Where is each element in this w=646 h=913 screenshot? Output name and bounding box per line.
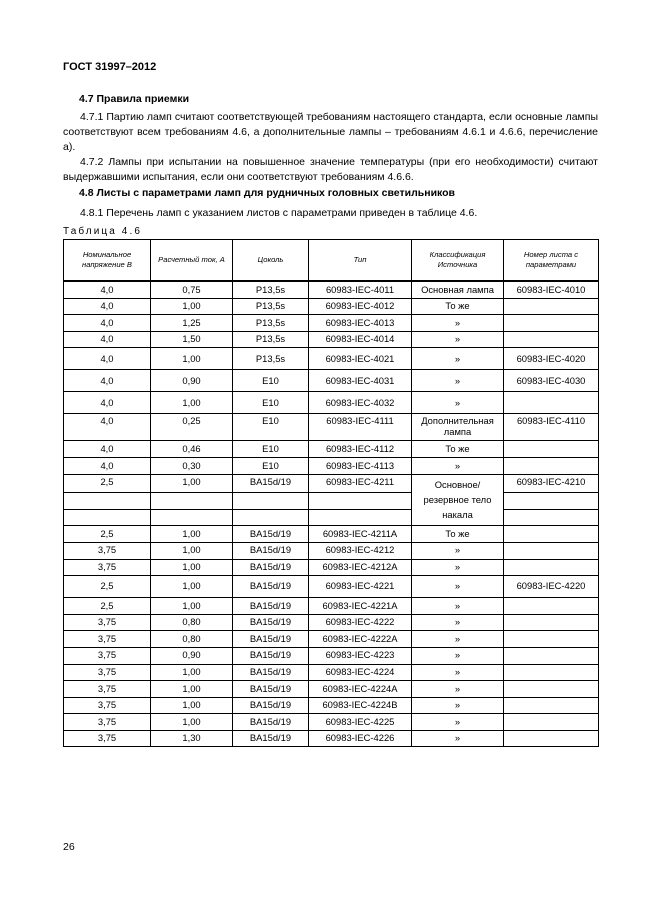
cell-current: 0,46 [151,441,233,458]
cell-sheet: 60983-IEC-4220 [504,576,599,598]
header-base: Цоколь [233,240,309,282]
table-row [64,474,599,493]
table-row [64,631,599,648]
table-row [64,681,599,698]
paragraph-4-7-1: 4.7.1 Партию ламп считают соответствующей требованиям настоящего стандарта, если основные лампы соответствуют всем требованиям 4.6, а дополнительные лампы – требованиям 4.6.1 и 4.6.6, перечисление а). [63,111,598,153]
cell-type: 60983-IEC-4212 [309,542,412,559]
cell-classification: » [412,457,504,474]
table-row [64,664,599,681]
cell-voltage: 4,0 [64,441,151,458]
table-row [64,526,599,543]
cell-current: 1,00 [151,298,233,315]
cell-current: 1,00 [151,681,233,698]
cell-classification: » [412,647,504,664]
cell-classification: » [412,348,504,370]
cell-current: 1,00 [151,559,233,576]
cell-empty [233,509,309,526]
cell-voltage: 4,0 [64,414,151,441]
table-row [64,315,599,332]
cell-base: BA15d/19 [233,697,309,714]
cell-type: 60983-IEC-4012 [309,298,412,315]
cell-base: E10 [233,392,309,414]
cell-classification: » [412,392,504,414]
cell-base: P13,5s [233,331,309,348]
cell-current: 1,00 [151,576,233,598]
cell-current: 0,80 [151,614,233,631]
table-row [64,392,599,414]
table-row [64,614,599,631]
cell-type: 60983-IEC-4211A [309,526,412,543]
cell-current: 1,30 [151,730,233,747]
cell-current: 1,00 [151,474,233,493]
cell-current: 1,50 [151,331,233,348]
cell-classification: » [412,542,504,559]
cell-type: 60983-IEC-4014 [309,331,412,348]
cell-base: P13,5s [233,281,309,298]
cell-current: 0,30 [151,457,233,474]
cell-sheet [504,647,599,664]
cell-classification: » [412,714,504,731]
cell-sheet [504,392,599,414]
cell-current: 1,00 [151,542,233,559]
cell-type: 60983-IEC-4221A [309,598,412,615]
cell-sheet [504,614,599,631]
cell-type: 60983-IEC-4224B [309,697,412,714]
cell-sheet: 60983-IEC-4110 [504,414,599,441]
cell-sheet [504,631,599,648]
table-row [64,647,599,664]
cell-voltage: 3,75 [64,559,151,576]
cell-type: 60983-IEC-4013 [309,315,412,332]
cell-type: 60983-IEC-4224 [309,664,412,681]
cell-base: BA15d/19 [233,664,309,681]
cell-base: BA15d/19 [233,526,309,543]
cell-classification: » [412,370,504,392]
cell-classification: » [412,614,504,631]
cell-current: 0,90 [151,370,233,392]
header-type: Тип [309,240,412,282]
cell-sheet [504,542,599,559]
cell-classification: Основная лампа [412,281,504,298]
cell-empty [504,509,599,526]
cell-classification: » [412,331,504,348]
cell-voltage: 2,5 [64,526,151,543]
cell-classification: » [412,681,504,698]
cell-type: 60983-IEC-4011 [309,281,412,298]
section-4-7-title: 4.7 Правила приемки [79,93,190,105]
cell-current: 0,90 [151,647,233,664]
cell-current: 0,80 [151,631,233,648]
cell-type: 60983-IEC-4224A [309,681,412,698]
table-row [64,348,599,370]
table-header-row [64,240,599,282]
cell-type: 60983-IEC-4021 [309,348,412,370]
table-row [64,559,599,576]
cell-empty [64,493,151,510]
cell-type: 60983-IEC-4222 [309,614,412,631]
cell-voltage: 3,75 [64,730,151,747]
cell-sheet [504,298,599,315]
cell-base: BA15d/19 [233,542,309,559]
cell-current: 1,00 [151,697,233,714]
cell-type: 60983-IEC-4222A [309,631,412,648]
cell-voltage: 3,75 [64,697,151,714]
cell-empty [233,493,309,510]
cell-current: 1,00 [151,714,233,731]
cell-type: 60983-IEC-4221 [309,576,412,598]
cell-base: BA15d/19 [233,631,309,648]
table-row-empty [64,493,599,510]
cell-voltage: 4,0 [64,392,151,414]
cell-base: E10 [233,441,309,458]
cell-voltage: 3,75 [64,714,151,731]
table-row [64,370,599,392]
cell-classification: » [412,631,504,648]
cell-sheet [504,598,599,615]
cell-type: 60983-IEC-4223 [309,647,412,664]
cell-classification: » [412,664,504,681]
standard-designation: ГОСТ 31997–2012 [63,61,157,73]
cell-classification: » [412,559,504,576]
cell-sheet: 60983-IEC-4010 [504,281,599,298]
header-voltage: Номинальное напряжение В [64,240,151,282]
cell-sheet: 60983-IEC-4210 [504,474,599,493]
cell-sheet: 60983-IEC-4030 [504,370,599,392]
cell-sheet [504,526,599,543]
cell-empty [309,493,412,510]
cell-type: 60983-IEC-4031 [309,370,412,392]
cell-current: 1,00 [151,664,233,681]
cell-voltage: 3,75 [64,681,151,698]
cell-current: 1,00 [151,348,233,370]
cell-empty [64,509,151,526]
table-row [64,298,599,315]
cell-empty [151,493,233,510]
cell-type: 60983-IEC-4113 [309,457,412,474]
cell-sheet [504,730,599,747]
table-row [64,331,599,348]
cell-sheet [504,315,599,332]
cell-current: 1,00 [151,526,233,543]
table-row [64,730,599,747]
cell-base: BA15d/19 [233,474,309,493]
cell-voltage: 2,5 [64,474,151,493]
cell-voltage: 3,75 [64,631,151,648]
table-row [64,714,599,731]
table-row [64,576,599,598]
cell-base: P13,5s [233,315,309,332]
cell-sheet [504,681,599,698]
cell-current: 1,25 [151,315,233,332]
cell-base: BA15d/19 [233,598,309,615]
cell-type: 60983-IEC-4211 [309,474,412,493]
cell-voltage: 2,5 [64,598,151,615]
cell-base: BA15d/19 [233,614,309,631]
cell-base: BA15d/19 [233,730,309,747]
table-row-empty [64,509,599,526]
page-number: 26 [63,841,75,853]
header-current: Расчетный ток, А [151,240,233,282]
cell-voltage: 4,0 [64,348,151,370]
cell-voltage: 4,0 [64,370,151,392]
cell-current: 1,00 [151,598,233,615]
table-row [64,457,599,474]
cell-empty [309,509,412,526]
cell-type: 60983-IEC-4112 [309,441,412,458]
cell-classification: Основное/ резервное тело накала [412,474,504,526]
cell-sheet [504,697,599,714]
table-row [64,542,599,559]
cell-current: 0,25 [151,414,233,441]
cell-current: 1,00 [151,392,233,414]
table-row [64,281,599,298]
cell-voltage: 3,75 [64,542,151,559]
cell-classification: » [412,315,504,332]
paragraph-4-8-1: 4.8.1 Перечень ламп с указанием листов с параметрами приведен в таблице 4.6. [80,207,478,219]
cell-sheet [504,559,599,576]
cell-voltage: 3,75 [64,647,151,664]
cell-empty [151,509,233,526]
table-row [64,598,599,615]
cell-sheet [504,441,599,458]
cell-voltage: 3,75 [64,614,151,631]
cell-sheet: 60983-IEC-4020 [504,348,599,370]
cell-empty [504,493,599,510]
cell-classification: » [412,697,504,714]
cell-base: BA15d/19 [233,647,309,664]
cell-base: E10 [233,457,309,474]
cell-classification: » [412,730,504,747]
cell-current: 0,75 [151,281,233,298]
cell-base: BA15d/19 [233,714,309,731]
cell-classification: Дополнительная лампа [412,414,504,441]
cell-classification: » [412,576,504,598]
cell-sheet [504,457,599,474]
section-4-8-title: 4.8 Листы с параметрами ламп для рудничных головных светильников [79,187,456,199]
lamp-parameters-table [63,239,599,747]
paragraph-4-7-2: 4.7.2 Лампы при испытании на повышенное значение температуры (при его необходимости) считают выдержавшими испытания, если они соответствуют требованиям 4.6.6. [63,156,598,183]
table-row [64,441,599,458]
cell-voltage: 4,0 [64,331,151,348]
cell-sheet [504,714,599,731]
cell-voltage: 2,5 [64,576,151,598]
table-caption: Таблица 4.6 [63,226,142,237]
cell-base: BA15d/19 [233,559,309,576]
cell-type: 60983-IEC-4226 [309,730,412,747]
cell-sheet [504,331,599,348]
cell-type: 60983-IEC-4212A [309,559,412,576]
cell-base: P13,5s [233,298,309,315]
cell-voltage: 4,0 [64,298,151,315]
cell-base: BA15d/19 [233,576,309,598]
table-row [64,697,599,714]
cell-type: 60983-IEC-4111 [309,414,412,441]
cell-voltage: 4,0 [64,457,151,474]
cell-type: 60983-IEC-4225 [309,714,412,731]
cell-base: P13,5s [233,348,309,370]
header-classification: Классификация Источника [412,240,504,282]
table-row [64,414,599,441]
cell-voltage: 3,75 [64,664,151,681]
cell-classification: То же [412,298,504,315]
cell-voltage: 4,0 [64,315,151,332]
cell-voltage: 4,0 [64,281,151,298]
cell-base: BA15d/19 [233,681,309,698]
cell-classification: » [412,598,504,615]
header-sheet-number: Номер листа с параметрами [504,240,599,282]
cell-classification: То же [412,441,504,458]
cell-sheet [504,664,599,681]
cell-classification: То же [412,526,504,543]
cell-type: 60983-IEC-4032 [309,392,412,414]
cell-base: E10 [233,370,309,392]
cell-base: E10 [233,414,309,441]
